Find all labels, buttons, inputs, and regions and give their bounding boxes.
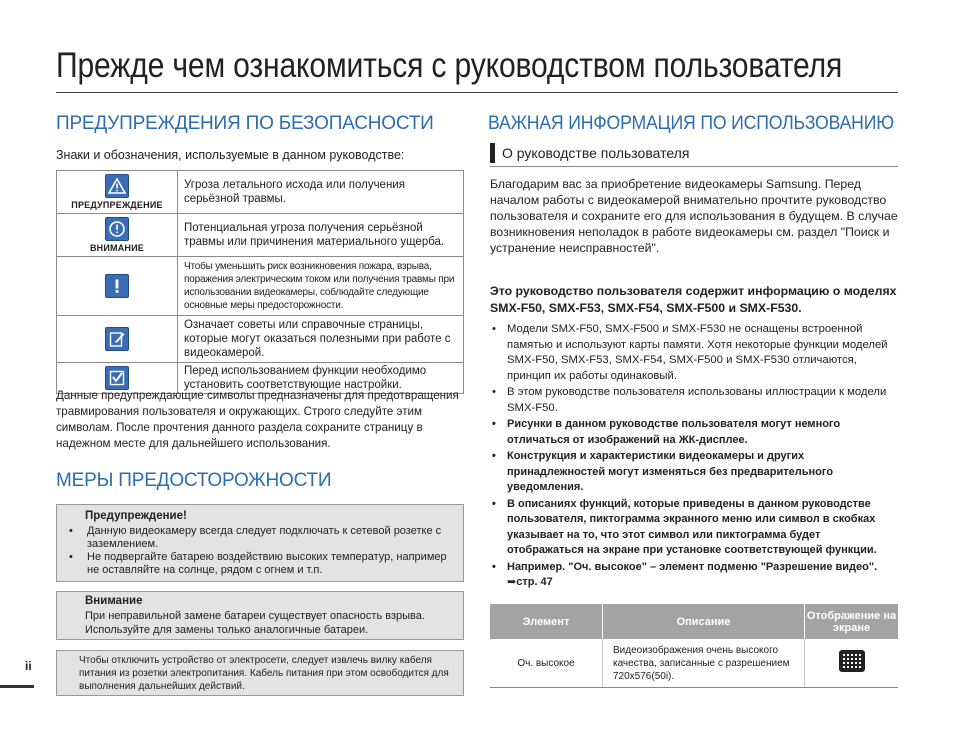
note-pencil-icon — [105, 327, 129, 351]
table-row — [57, 316, 464, 363]
symbols-note-paragraph: Данные предупреждающие символы предназначены для предотвращения травмирования пользователя и окружающих. Строго следуйте этим символам. После прочтения данного раздела сохраните страницу в надежном месте для дальнейшего использования. — [56, 389, 459, 450]
models-heading: Это руководство пользователя содержит информацию о моделях SMX-F50, SMX-F53, SMX-F54, SMX-F500 и SMX-F530. — [490, 284, 897, 315]
title-divider — [56, 92, 898, 93]
caution-circle-icon — [105, 217, 129, 241]
list-item: • Данную видеокамеру всегда следует подключать к сетевой розетке с заземлением. — [65, 525, 455, 551]
resolution-720-icon — [839, 650, 865, 672]
subsection-divider — [490, 166, 898, 167]
column-header-item: Элемент — [490, 604, 603, 639]
list-item: • Модели SMX-F50, SMX-F500 и SMX-F530 не оснащены встроенной памятью и используют карты памяти. Хотя некоторые функции моделей SMX-F50, SMX-F53, SMX-F54, SMX-F500 и SMX-F530 отличаются, принцип их работы одинаковый. — [490, 322, 900, 384]
subsection-title: О руководстве пользователя — [502, 145, 690, 161]
list-item: • В описаниях функций, которые приведены в данном руководстве пользователя, пиктограмма экранного меню или символ в скобках указывает на то, что этот символ или пиктограмма будет отображаться на экране при установке соответствующей функции. — [490, 497, 900, 559]
description-cell: Видеоизображения очень высокого качества, записанные с разрешением 720x576(50i). — [603, 639, 805, 688]
list-item: • Конструкция и характеристики видеокамеры и других принадлежностей могут изменяться без предварительного уведомления. — [490, 449, 900, 496]
notes-list — [490, 322, 900, 592]
symbol-description: Потенциальная угроза получения серьёзной травмы или причинения материального ущерба. — [178, 214, 464, 257]
caution-box — [56, 591, 464, 640]
page-number: ii — [25, 659, 32, 673]
symbol-label: ВНИМАНИЕ — [89, 243, 145, 253]
table-row — [57, 171, 464, 214]
list-item: • Не подвергайте батарею воздействию высоких температур, например не оставляйте на солнце, рядом с огнем и т.п. — [65, 551, 455, 577]
checkmark-icon — [105, 366, 129, 390]
symbol-description: Угроза летального исхода или получения серьёзной травмы. — [178, 171, 464, 214]
symbol-cell — [57, 257, 178, 316]
thanks-paragraph: Благодарим вас за приобретение видеокамеры Samsung. Перед началом работы с видеокамерой внимательно прочтите руководство пользователя и сохраните его для использования в будущем. В случае возникновения неполадок в работе видеокамеры см. раздел "Поиск и устранение неисправностей". — [490, 177, 898, 255]
exclamation-icon — [105, 274, 129, 298]
list-item: • Например. "Оч. высокое" – элемент подменю "Разрешение видео". ➥стр. 47 — [490, 560, 900, 591]
symbols-table — [56, 170, 464, 394]
safety-warnings-heading: ПРЕДУПРЕЖДЕНИЯ ПО БЕЗОПАСНОСТИ — [56, 113, 434, 134]
list-item: • Рисунки в данном руководстве пользователя могут немного отличаться от изображений на ЖК-дисплее. — [490, 417, 900, 448]
display-example-table — [490, 604, 898, 688]
table-row — [57, 257, 464, 316]
symbol-description: Означает советы или справочные страницы, которые могут оказаться полезными при работе с видеокамерой. — [178, 316, 464, 363]
display-cell — [805, 639, 899, 688]
page-title: Прежде чем ознакомиться с руководством пользователя — [56, 46, 843, 85]
table-row — [490, 639, 898, 688]
warning-box — [56, 504, 464, 582]
power-disconnect-box — [56, 650, 464, 696]
table-row — [57, 214, 464, 257]
symbols-intro-text: Знаки и обозначения, используемые в данном руководстве: — [56, 148, 405, 162]
page-marker-line — [0, 685, 34, 688]
subsection-bar — [490, 143, 495, 163]
caution-box-text: При неправильной замене батареи существует опасность взрыва. Используйте для замены только аналогичные батареи. — [85, 610, 425, 636]
warning-triangle-icon — [105, 174, 129, 198]
list-item: • В этом руководстве пользователя использованы иллюстрации к модели SMX-F50. — [490, 385, 900, 416]
column-header-description: Описание — [603, 604, 805, 639]
warning-list — [65, 525, 455, 577]
important-info-heading: ВАЖНАЯ ИНФОРМАЦИЯ ПО ИСПОЛЬЗОВАНИЮ — [488, 113, 894, 134]
symbol-description: Перед использованием функции необходимо установить соответствующие настройки. — [178, 363, 464, 394]
table-header-row — [490, 604, 898, 639]
item-cell: Оч. высокое — [490, 639, 603, 688]
symbol-cell — [57, 214, 178, 257]
symbol-cell — [57, 171, 178, 214]
power-box-text: Чтобы отключить устройство от электросети, следует извлечь вилку кабеля питания из розетки электропитания. Кабель питания при этом освободится для выполнения дальнейших действий. — [79, 655, 449, 692]
warning-box-title: Предупреждение! — [85, 510, 187, 522]
symbol-cell — [57, 316, 178, 363]
column-header-display: Отображение на экране — [805, 604, 899, 639]
symbol-label: ПРЕДУПРЕЖДЕНИЕ — [71, 200, 163, 210]
caution-box-title: Внимание — [85, 595, 143, 607]
precautions-heading: МЕРЫ ПРЕДОСТОРОЖНОСТИ — [56, 470, 332, 491]
symbol-description: Чтобы уменьшить риск возникновения пожара, взрыва, поражения электрическим током или получения травмы при использовании видеокамеры, соблюдайте следующие основные меры предосторожности. — [178, 257, 464, 316]
